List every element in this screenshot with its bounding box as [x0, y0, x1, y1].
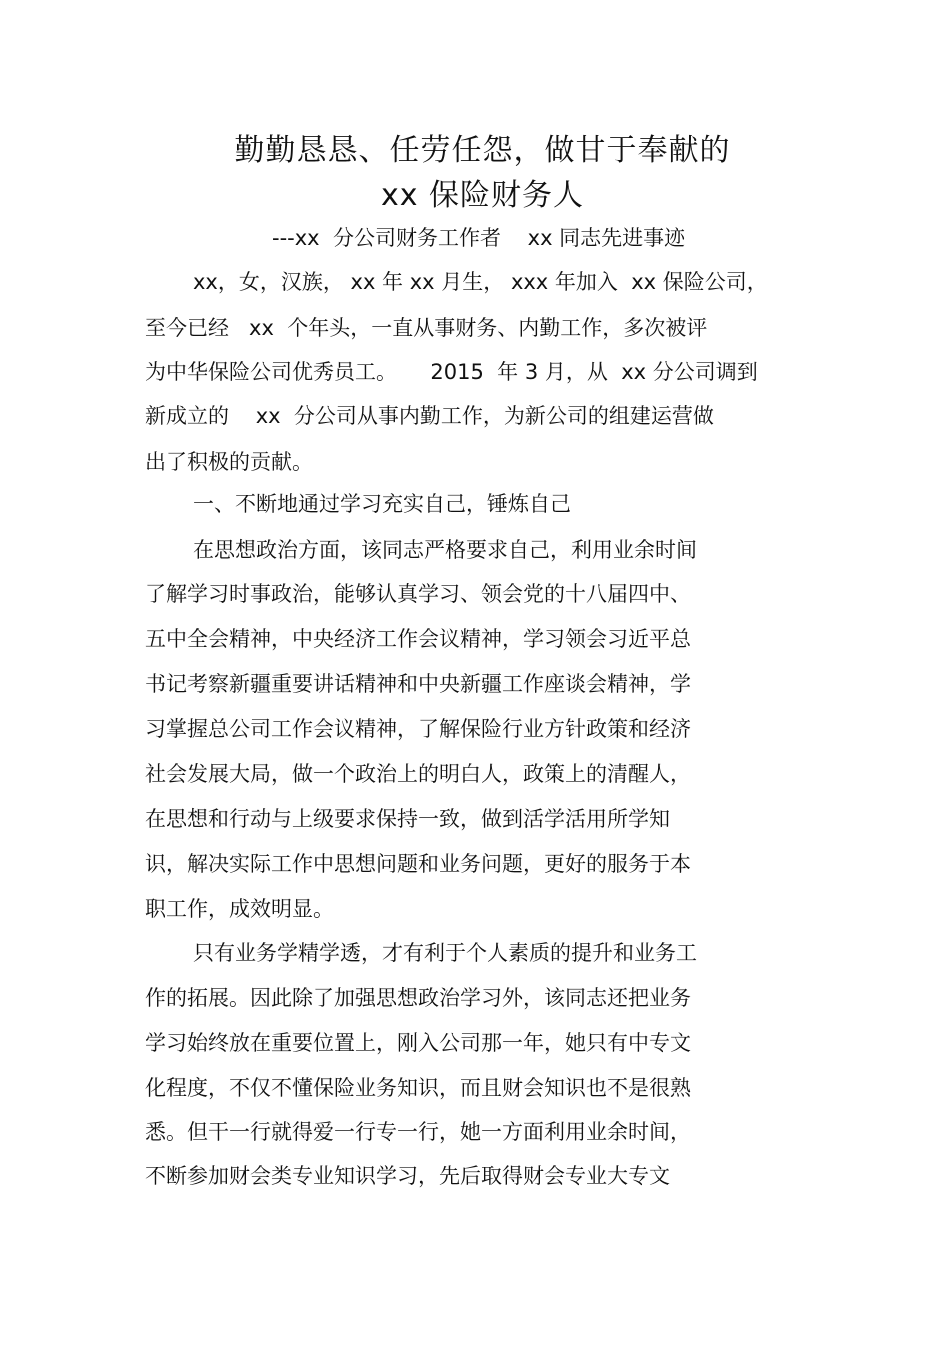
- body-line: 为中华保险公司优秀员工。 2015 年 3 月，从 xx 分公司调到: [145, 360, 758, 384]
- body-line: 不断参加财会类专业知识学习，先后取得财会专业大专文: [145, 1164, 670, 1188]
- body-line: 在思想和行动与上级要求保持一致，做到活学活用所学知: [145, 807, 670, 831]
- body-line: 学习始终放在重要位置上，刚入公司那一年，她只有中专文: [145, 1031, 691, 1055]
- body-line: 习掌握总公司工作会议精神，了解保险行业方针政策和经济: [145, 717, 691, 741]
- section-heading: 一、不断地通过学习充实自己，锤炼自己: [193, 492, 571, 516]
- body-line: 书记考察新疆重要讲话精神和中央新疆工作座谈会精神，学: [145, 672, 691, 696]
- body-line: 职工作，成效明显。: [145, 897, 334, 921]
- subtitle: ---xx 分公司财务工作者 xx 同志先进事迹: [272, 226, 686, 250]
- body-line: 社会发展大局，做一个政治上的明白人，政策上的清醒人，: [145, 762, 691, 786]
- body-line: 只有业务学精学透，才有利于个人素质的提升和业务工: [193, 941, 697, 965]
- body-line: 五中全会精神，中央经济工作会议精神，学习领会习近平总: [145, 627, 691, 651]
- body-line: 了解学习时事政治，能够认真学习、领会党的十八届四中、: [145, 582, 691, 606]
- body-line: 新成立的 xx 分公司从事内勤工作，为新公司的组建运营做: [145, 404, 714, 428]
- body-line: 出了积极的贡献。: [145, 450, 313, 474]
- body-line: 识，解决实际工作中思想问题和业务问题，更好的服务于本: [145, 852, 691, 876]
- body-line: 作的拓展。因此除了加强思想政治学习外，该同志还把业务: [145, 986, 691, 1010]
- title-line-2: xx 保险财务人: [380, 178, 585, 213]
- body-line: 化程度，不仅不懂保险业务知识，而且财会知识也不是很熟: [145, 1076, 691, 1100]
- body-line: 悉。但干一行就得爱一行专一行，她一方面利用业余时间，: [145, 1120, 691, 1144]
- body-line: 至今已经 xx 个年头，一直从事财务、内勤工作，多次被评: [145, 316, 708, 340]
- title-line-1: 勤勤恳恳、任劳任怨，做甘于奉献的: [234, 133, 731, 168]
- body-line: xx，女，汉族， xx 年 xx 月生， xxx 年加入 xx 保险公司，: [193, 270, 768, 294]
- body-line: 在思想政治方面，该同志严格要求自己，利用业余时间: [193, 538, 697, 562]
